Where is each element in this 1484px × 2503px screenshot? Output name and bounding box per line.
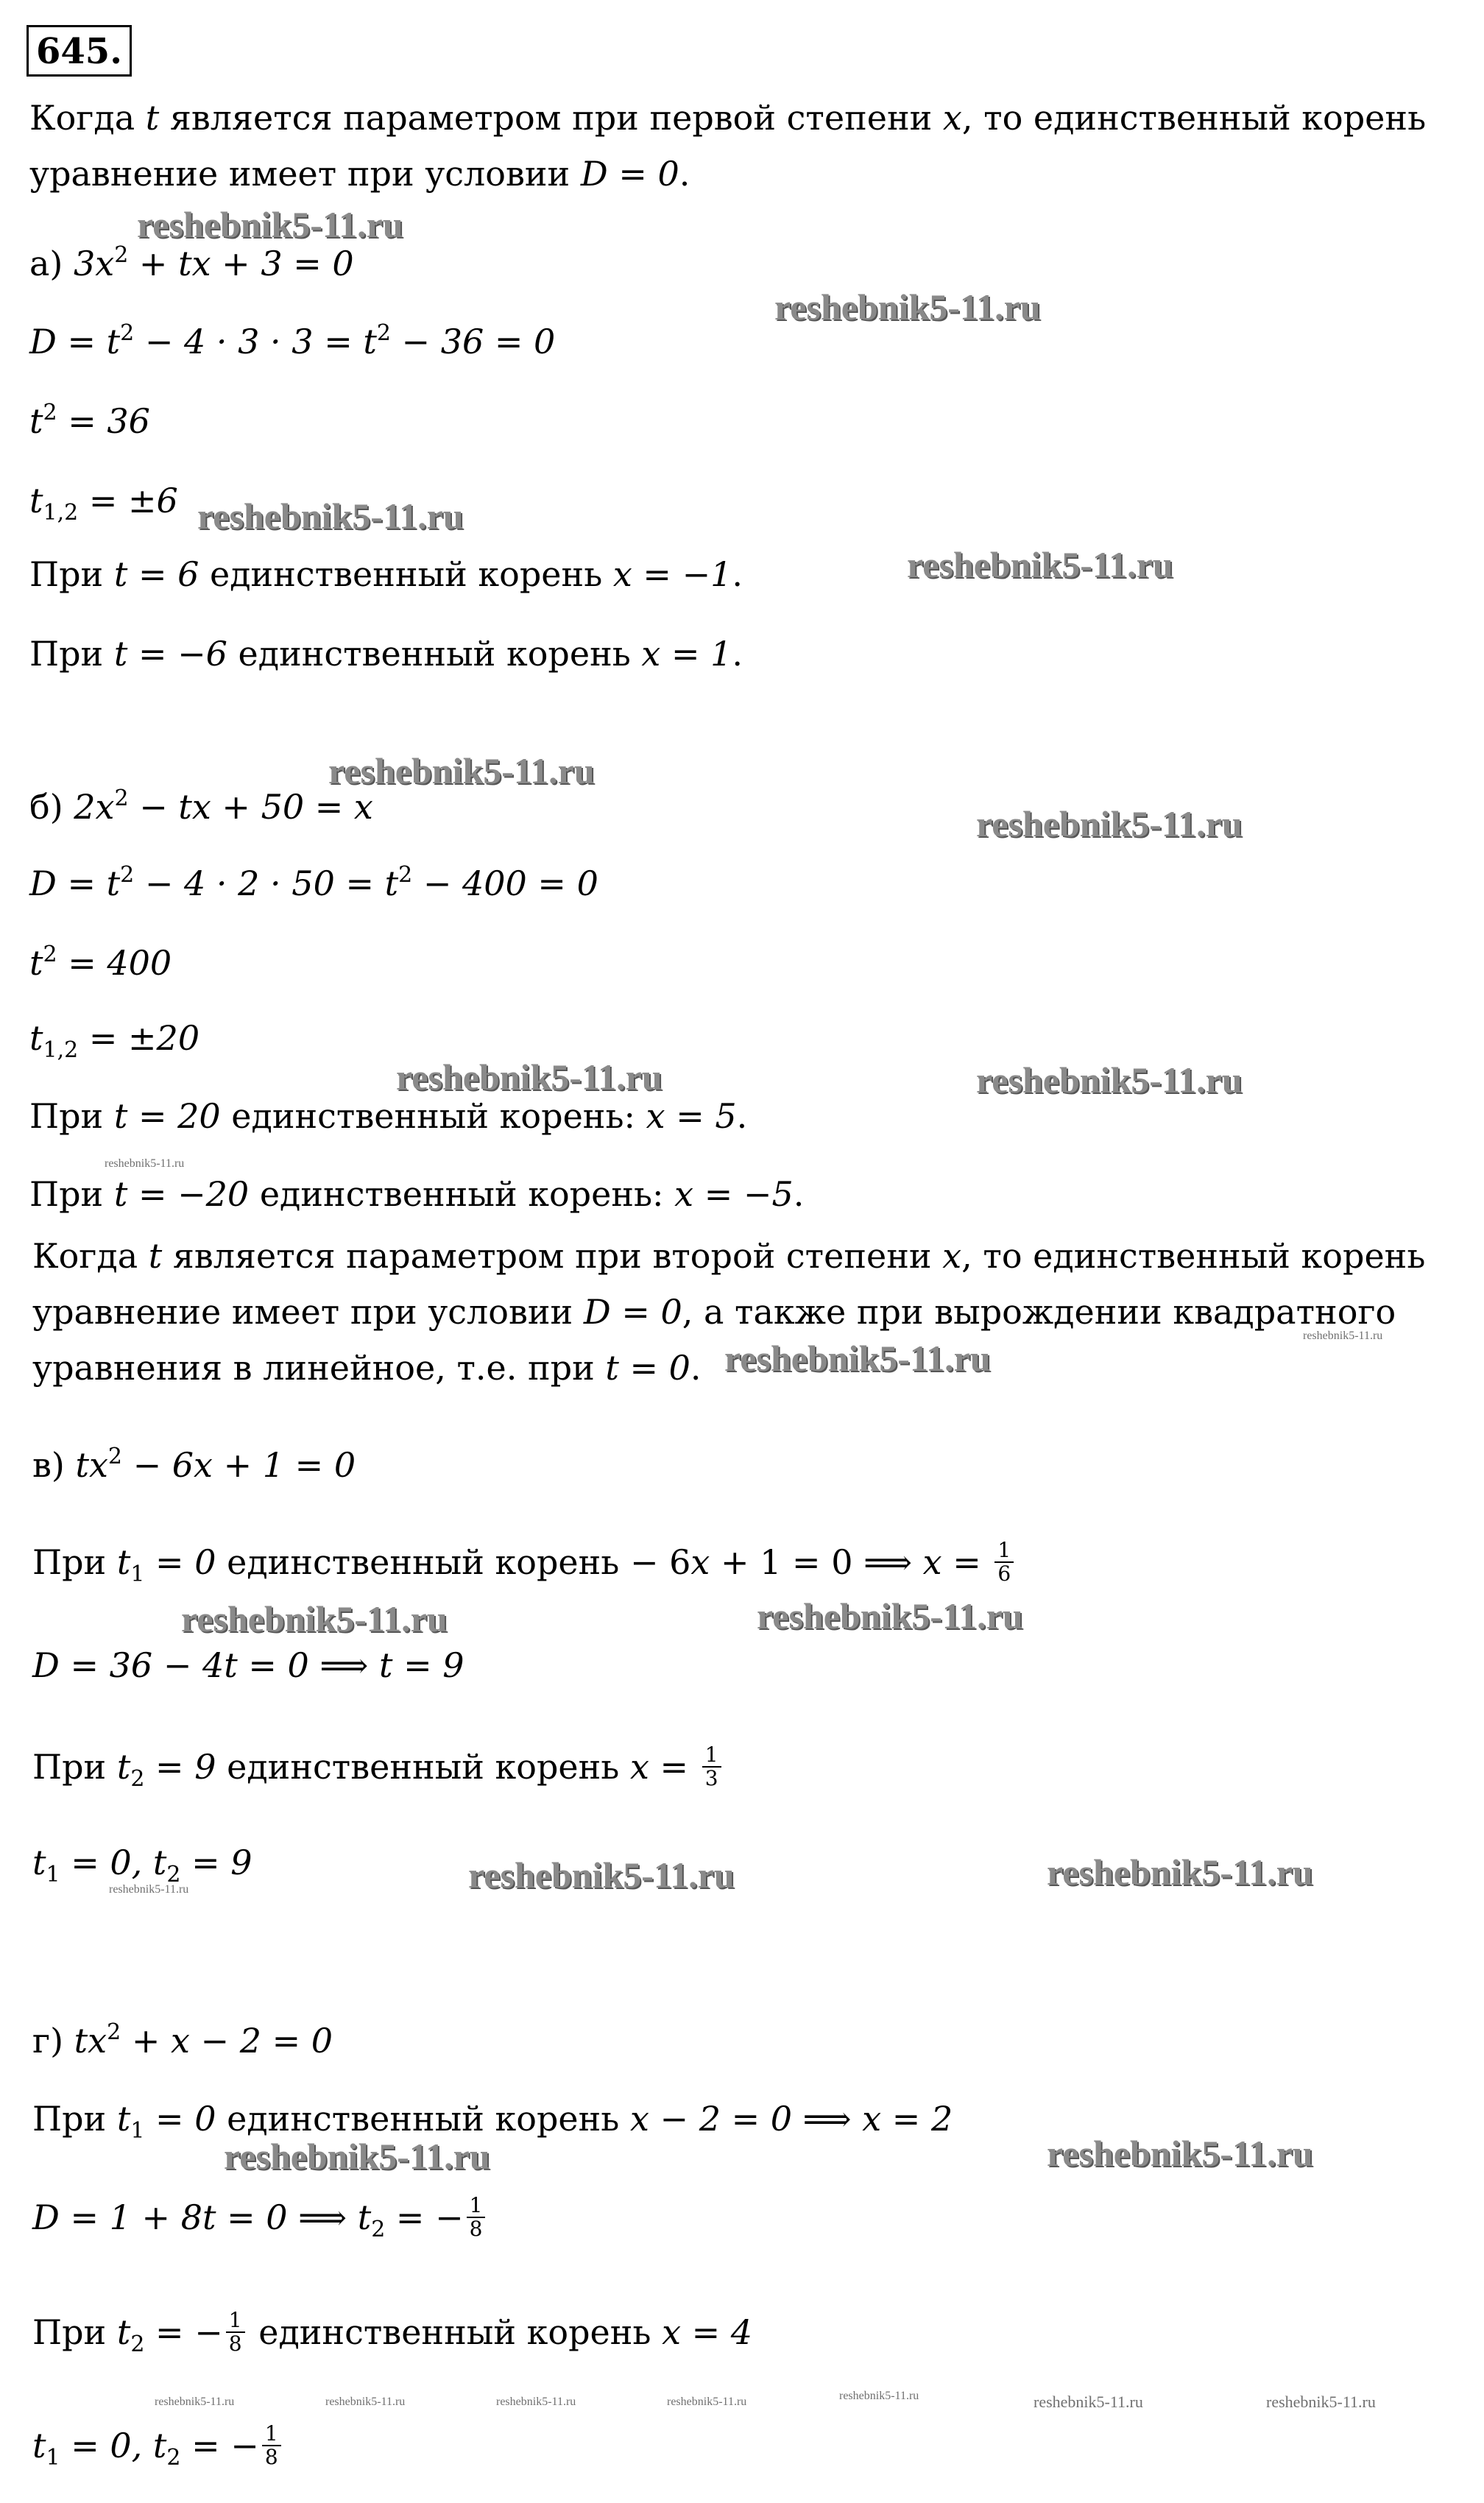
fraction — [226, 2309, 245, 2355]
part-b-discriminant — [29, 863, 598, 904]
text: При — [32, 2099, 117, 2139]
text: является параметром при второй степени — [162, 1236, 943, 1276]
math: tx — [74, 2021, 107, 2061]
intro-text: Когда — [29, 98, 146, 138]
exponent: 2 — [114, 786, 129, 811]
watermark-small: reshebnik5-11.ru — [1303, 1330, 1383, 1342]
part-b-case-1 — [29, 1095, 747, 1137]
denominator: 3 — [704, 1766, 718, 1790]
math: + x − 2 = 0 — [121, 2021, 333, 2061]
exponent: 2 — [376, 320, 391, 346]
math: x — [922, 1542, 942, 1582]
watermark: reshebnik5-11.ru — [757, 1595, 1023, 1637]
watermark-small: reshebnik5-11.ru — [839, 2390, 919, 2402]
part-b-troots — [29, 1017, 200, 1063]
text: . — [732, 554, 743, 594]
math: x = −5 — [674, 1174, 794, 1214]
watermark: reshebnik5-11.ru — [724, 1338, 991, 1379]
math: t — [152, 1843, 167, 1882]
math: x = 1 — [641, 634, 732, 674]
subscript: 2 — [371, 2217, 386, 2242]
part-v-case-1 — [32, 1538, 1017, 1588]
math: x = −1 — [612, 554, 732, 594]
part-a-label: а) — [29, 244, 74, 283]
math: x — [942, 1236, 962, 1276]
subscript: 2 — [166, 2445, 181, 2471]
math: = ±6 — [78, 481, 178, 520]
watermark: reshebnik5-11.ru — [328, 750, 595, 791]
math: − 400 = 0 — [412, 864, 598, 903]
text: При — [32, 2312, 117, 2352]
math: x — [629, 1747, 649, 1787]
watermark-small: reshebnik5-11.ru — [105, 1157, 185, 1170]
watermark: reshebnik5-11.ru — [774, 286, 1041, 328]
subscript: 1 — [130, 1561, 145, 1587]
subscript: 1 — [46, 2445, 60, 2471]
exponent: 2 — [120, 320, 135, 346]
math: = 0, — [60, 2426, 153, 2465]
numerator: 1 — [226, 2309, 245, 2333]
watermark: reshebnik5-11.ru — [396, 1056, 662, 1098]
text: единственный корень − 6 — [216, 1542, 691, 1582]
part-a-case-1 — [29, 554, 743, 595]
text: уравнение имеет при условии — [32, 1292, 584, 1332]
intro2-line-1 — [32, 1235, 1425, 1277]
watermark: reshebnik5-11.ru — [907, 544, 1173, 585]
part-g-equation — [32, 2020, 333, 2061]
intro-line-2 — [29, 153, 690, 194]
intro-text: является параметром при первой степени — [159, 98, 943, 138]
math: = 9 — [180, 1843, 252, 1882]
text: . — [793, 1174, 805, 1214]
intro-math: D = 0 — [580, 154, 679, 194]
math: = — [941, 1542, 992, 1582]
text: единственный корень: — [249, 1174, 675, 1214]
part-b-equation — [29, 786, 373, 827]
part-b-tsq — [29, 942, 172, 984]
math: D = t — [29, 322, 121, 361]
math: − tx + 50 = x — [128, 787, 373, 827]
math: 3x — [74, 244, 115, 283]
subscript: 2 — [130, 1766, 145, 1792]
watermark: reshebnik5-11.ru — [976, 1059, 1243, 1101]
intro2-line-3 — [32, 1347, 702, 1388]
text: , а также при вырождении квадратного — [682, 1292, 1396, 1332]
watermark: reshebnik5-11.ru — [181, 1598, 448, 1639]
numerator: 1 — [467, 2195, 486, 2218]
subscript: 2 — [166, 1862, 181, 1888]
math: t = 20 — [113, 1096, 221, 1136]
math: + tx + 3 = 0 — [128, 244, 354, 283]
math: t — [152, 2426, 167, 2465]
denominator: 8 — [469, 2217, 483, 2241]
watermark-small: reshebnik5-11.ru — [1034, 2393, 1143, 2411]
denominator: 8 — [228, 2331, 242, 2356]
part-g-label: г) — [32, 2021, 74, 2061]
math: = − — [180, 2426, 259, 2465]
part-a-tsq — [29, 400, 150, 442]
exponent: 2 — [398, 862, 413, 888]
math: = ±20 — [78, 1018, 200, 1058]
math: t — [32, 1843, 46, 1882]
part-a-equation — [29, 243, 354, 284]
math: = 36 — [57, 401, 150, 441]
intro-var-x: x — [942, 98, 962, 138]
numerator: 1 — [994, 1539, 1014, 1563]
text: При — [29, 554, 114, 594]
part-a-discriminant — [29, 321, 555, 362]
math: t — [116, 2312, 131, 2352]
math: x — [690, 1542, 710, 1582]
part-g-discriminant — [32, 2193, 488, 2243]
subscript: 1,2 — [43, 500, 79, 526]
text: . — [732, 634, 743, 674]
math: x = 5 — [646, 1096, 737, 1136]
part-v-answer — [32, 1842, 252, 1888]
denominator: 8 — [264, 2445, 278, 2469]
subscript: 2 — [130, 2331, 145, 2357]
text: единственный корень — [199, 554, 613, 594]
math: t = 6 — [113, 554, 199, 594]
text: единственный корень — [216, 2099, 630, 2139]
text: При — [29, 1174, 114, 1214]
watermark-small: reshebnik5-11.ru — [155, 2396, 235, 2408]
intro-text: . — [679, 154, 690, 194]
subscript: 1 — [46, 1862, 60, 1888]
part-b-label: б) — [29, 787, 74, 827]
fraction — [262, 2423, 281, 2468]
math: D = 36 − 4t = 0 ⟹ t = 9 — [32, 1645, 464, 1685]
watermark: reshebnik5-11.ru — [1047, 1851, 1313, 1893]
intro-var-t: t — [145, 98, 160, 138]
watermark-small: reshebnik5-11.ru — [109, 1883, 189, 1896]
part-b-case-2 — [29, 1173, 804, 1215]
text: единственный корень — [216, 1747, 630, 1787]
exponent: 2 — [107, 1444, 122, 1469]
math: t — [29, 401, 43, 441]
math: t — [116, 1542, 131, 1582]
math: t = −20 — [113, 1174, 250, 1214]
watermark: reshebnik5-11.ru — [468, 1854, 735, 1896]
intro-line-1 — [29, 97, 1426, 138]
math: t = 0 — [605, 1348, 690, 1388]
text: При — [29, 1096, 114, 1136]
math: = — [649, 1747, 699, 1787]
part-v-case-2 — [32, 1743, 724, 1793]
text: . — [736, 1096, 748, 1136]
math: = 9 — [144, 1747, 216, 1787]
text: уравнения в линейное, т.е. при — [32, 1348, 606, 1388]
text: При — [32, 1747, 117, 1787]
watermark: reshebnik5-11.ru — [976, 803, 1243, 844]
part-v-discriminant — [32, 1645, 464, 1686]
math: − 36 = 0 — [390, 322, 556, 361]
math: = 0 — [144, 2099, 216, 2139]
math: = 0, — [60, 1843, 153, 1882]
math: t — [148, 1236, 163, 1276]
denominator: 6 — [997, 1561, 1011, 1586]
math: = 400 — [57, 943, 172, 983]
fraction — [702, 1744, 721, 1790]
math: D = 1 + 8t = 0 ⟹ — [32, 2197, 358, 2237]
math: t — [29, 943, 43, 983]
watermark-small: reshebnik5-11.ru — [1266, 2393, 1376, 2411]
text: . — [690, 1348, 702, 1388]
part-a-case-2 — [29, 633, 743, 674]
math: t — [116, 2099, 131, 2139]
math: t — [357, 2197, 372, 2237]
math: t — [32, 2426, 46, 2465]
watermark-small: reshebnik5-11.ru — [496, 2396, 576, 2408]
math: D = 0 — [583, 1292, 682, 1332]
text: единственный корень — [247, 2312, 662, 2352]
fraction — [994, 1539, 1014, 1585]
exponent: 2 — [114, 242, 129, 268]
part-g-case-2 — [32, 2308, 753, 2358]
text: Когда — [32, 1236, 149, 1276]
watermark: reshebnik5-11.ru — [1047, 2133, 1313, 2174]
math: t — [29, 1018, 43, 1058]
watermark: reshebnik5-11.ru — [224, 2136, 490, 2177]
watermark: reshebnik5-11.ru — [137, 204, 403, 245]
part-g-case-1 — [32, 2098, 953, 2144]
text: При — [32, 1542, 117, 1582]
exponent: 2 — [107, 2019, 121, 2045]
math: + 1 = 0 ⟹ — [710, 1542, 923, 1582]
intro2-line-2 — [32, 1291, 1396, 1332]
fraction — [467, 2195, 486, 2240]
math: D = t — [29, 864, 121, 903]
math: = − — [385, 2197, 464, 2237]
subscript: 1,2 — [43, 1037, 79, 1063]
text: единственный корень — [227, 634, 642, 674]
math: − 4 · 3 · 3 = t — [134, 322, 377, 361]
math: tx — [75, 1445, 108, 1485]
text: При — [29, 634, 114, 674]
watermark-small: reshebnik5-11.ru — [325, 2396, 406, 2408]
math: − 6x + 1 = 0 — [122, 1445, 356, 1485]
part-a-troots — [29, 480, 178, 526]
math: = 0 — [144, 1542, 216, 1582]
intro-text: , то единственный корень — [961, 98, 1427, 138]
math: t = −6 — [113, 634, 227, 674]
exponent: 2 — [120, 862, 135, 888]
math: t — [29, 481, 43, 520]
watermark: reshebnik5-11.ru — [197, 495, 464, 537]
text: единственный корень: — [220, 1096, 646, 1136]
watermark-small: reshebnik5-11.ru — [667, 2396, 747, 2408]
part-v-equation — [32, 1444, 356, 1486]
math: t — [116, 1747, 131, 1787]
exponent: 2 — [43, 400, 57, 426]
exponent: 2 — [43, 942, 57, 967]
math: = − — [144, 2312, 223, 2352]
subscript: 1 — [130, 2118, 145, 2144]
math: − 4 · 2 · 50 = t — [134, 864, 399, 903]
part-v-label: в) — [32, 1445, 76, 1485]
math: x − 2 = 0 ⟹ x = 2 — [629, 2099, 953, 2139]
intro-text: уравнение имеет при условии — [29, 154, 581, 194]
text: , то единственный корень — [961, 1236, 1426, 1276]
math: x = 4 — [662, 2312, 753, 2352]
numerator: 1 — [262, 2423, 281, 2446]
problem-number: 645. — [26, 25, 132, 77]
part-g-answer — [32, 2421, 284, 2471]
math: 2x — [74, 787, 115, 827]
numerator: 1 — [702, 1744, 721, 1768]
